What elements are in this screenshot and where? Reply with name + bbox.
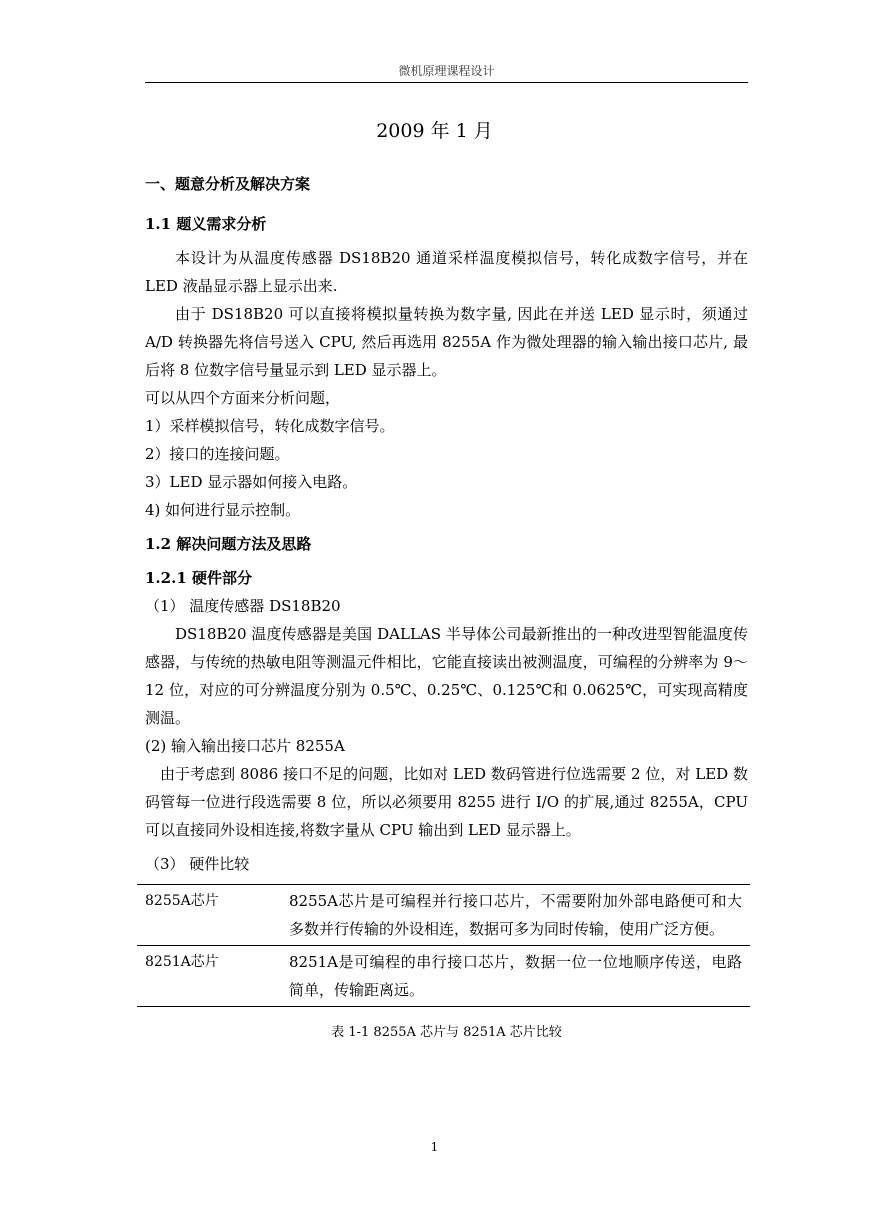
page-number: 1 xyxy=(430,1140,439,1154)
section-1-1-heading: 1.1 题义需求分析 xyxy=(145,215,267,233)
list-item: 4) 如何进行显示控制。 xyxy=(145,501,301,519)
list-item: 2）接口的连接问题。 xyxy=(145,445,290,463)
table-caption: 表 1-1 8255A 芯片与 8251A 芯片比较 xyxy=(331,1025,562,1040)
main-content xyxy=(145,170,748,1040)
list-item: 1）采样模拟信号，转化成数字信号。 xyxy=(145,417,395,435)
document-date: 2009 年 1 月 xyxy=(376,120,493,142)
paragraph: 本设计为从温度传感器 DS18B20 通道采样温度模拟信号，转化成数字信号，并在 LED 液晶显示器上显示出来. xyxy=(145,249,748,295)
paragraph: DS18B20 温度传感器是美国 DALLAS 半导体公司最新推出的一种改进型智能温度传感器，与传统的热敏电阻等测温元件相比，它能直接读出被测温度，可编程的分辨率为 9～12 位，对应的可分辨温度分别为 0.5℃、0.25℃、0.125℃和 0.0625℃，可实现高精度测温。 xyxy=(145,625,748,727)
table-cell-desc: 8255A芯片是可编程并行接口芯片，不需要附加外部电路便可和大多数并行传输的外设相连，数据可多为同时传输，使用广泛方便。 xyxy=(281,885,750,946)
section-1-2-1-heading: 1.2.1 硬件部分 xyxy=(145,569,252,587)
header-rule xyxy=(145,82,748,83)
section-1-heading: 一、题意分析及解决方案 xyxy=(145,175,311,193)
table-cell-name: 8255A芯片 xyxy=(137,885,281,946)
section-1-2-heading: 1.2 解决问题方法及思路 xyxy=(145,535,312,553)
running-header: 微机原理课程设计 xyxy=(398,64,495,78)
paragraph: 可以从四个方面来分析问题， xyxy=(145,389,341,407)
subheading: (2) 输入输出接口芯片 8255A xyxy=(145,737,345,755)
table-row xyxy=(137,885,750,946)
paragraph: 由于考虑到 8086 接口不足的问题，比如对 LED 数码管进行位选需要 2 位，对 LED 数码管每一位进行段选需要 8 位，所以必须要用 8255 进行 I/O 的扩展,通过 8255A，CPU 可以直接同外设相连接,将数字量从 CPU 输出到 LED 显示器上。 xyxy=(145,765,748,839)
table-row xyxy=(137,946,750,1007)
table-cell-desc: 8251A是可编程的串行接口芯片，数据一位一位地顺序传送，电路简单，传输距离远。 xyxy=(289,953,742,999)
paragraph: 由于 DS18B20 可以直接将模拟量转换为数字量, 因此在并送 LED 显示时，须通过 A/D 转换器先将信号送入 CPU, 然后再选用 8255A 作为微处理器的输入输出接口芯片, 最后将 8 位数字信号量显示到 LED 显示器上。 xyxy=(145,305,748,379)
table-cell-name: 8251A芯片 xyxy=(145,954,219,970)
subheading: （1） 温度传感器 DS18B20 xyxy=(145,597,341,615)
subheading: （3） 硬件比较 xyxy=(145,855,250,873)
comparison-table xyxy=(137,884,750,1007)
list-item: 3）LED 显示器如何接入电路。 xyxy=(145,473,358,491)
